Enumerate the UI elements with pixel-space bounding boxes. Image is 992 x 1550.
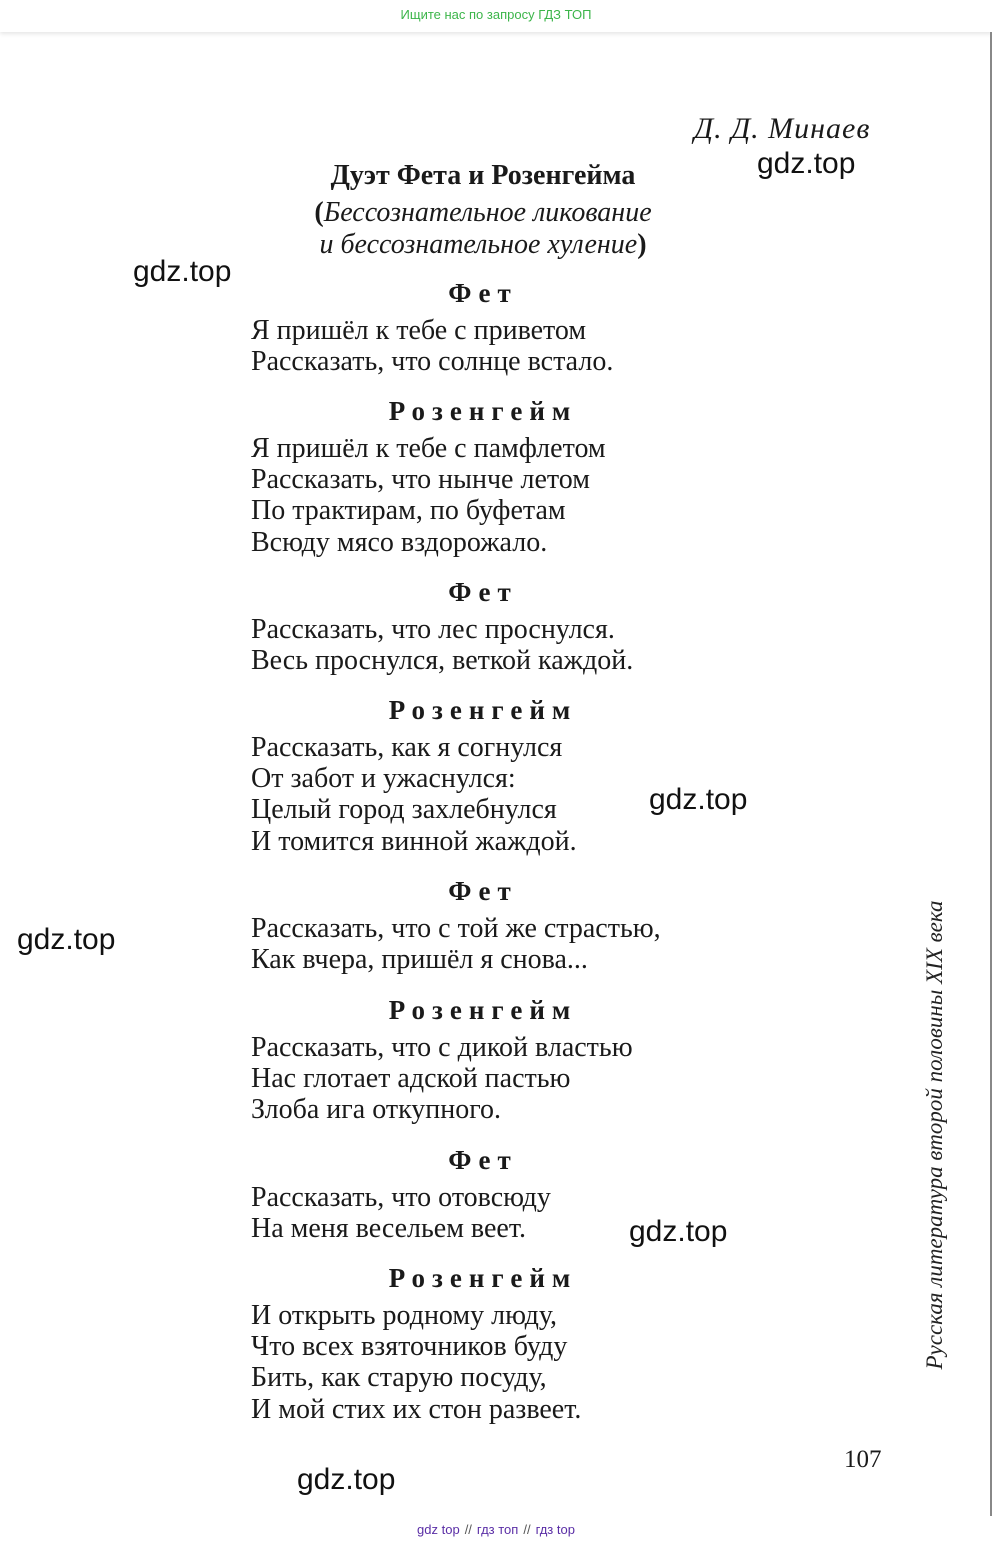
poem-subtitle bbox=[0, 197, 966, 261]
author-name: Д. Д. Минаев bbox=[694, 112, 871, 145]
verse-line: Я пришёл к тебе с памфлетом bbox=[251, 433, 606, 464]
stanza bbox=[251, 614, 633, 676]
verse-line: Весь проснулся, веткой каждой. bbox=[251, 645, 634, 677]
verse-line: Целый город захлебнулся bbox=[251, 794, 557, 826]
speaker-fet: Фет bbox=[448, 876, 518, 906]
speaker-fet: Фет bbox=[448, 577, 518, 607]
watermark: gdz.top bbox=[17, 923, 116, 956]
subtitle-line-2: и бессознательное хуление bbox=[319, 229, 638, 260]
verse-line: На меня весельем веет. bbox=[251, 1213, 526, 1245]
verse-line: И томится винной жаждой. bbox=[251, 825, 577, 857]
footer-separator: // bbox=[523, 1522, 531, 1537]
verse-line: Рассказать, что солнце встало. bbox=[251, 346, 614, 378]
verse-line: Я пришёл к тебе с приветом bbox=[251, 315, 587, 346]
verse-line: И мой стих их стон развеет. bbox=[251, 1393, 582, 1425]
subtitle-open-paren: ( bbox=[314, 197, 324, 228]
watermark: gdz.top bbox=[133, 255, 232, 288]
side-caption: Русская литература второй половины XIX века bbox=[922, 900, 947, 1370]
stanza bbox=[251, 913, 661, 975]
page-number: 107 bbox=[844, 1446, 882, 1473]
footer-link[interactable]: гдз top bbox=[535, 1522, 575, 1537]
watermark: gdz.top bbox=[297, 1463, 396, 1496]
watermark: gdz.top bbox=[629, 1215, 728, 1248]
stanza bbox=[251, 315, 613, 377]
verse-line: Рассказать, что отовсюду bbox=[251, 1182, 551, 1213]
footer-separator: // bbox=[464, 1522, 472, 1537]
verse-line: От забот и ужаснулся: bbox=[251, 763, 516, 795]
speaker-rosenheim: Розенгейм bbox=[388, 396, 578, 426]
speaker-rosenheim: Розенгейм bbox=[388, 695, 578, 725]
speaker-rosenheim: Розенгейм bbox=[388, 1263, 578, 1293]
verse-line: Рассказать, что с той же страстью, bbox=[251, 913, 661, 944]
speaker-fet: Фет bbox=[448, 1145, 518, 1175]
verse-line: Рассказать, что лес проснулся. bbox=[251, 614, 615, 645]
verse-line: Что всех взяточников буду bbox=[251, 1331, 568, 1363]
poem-title: Дуэт Фета и Розенгейма bbox=[330, 160, 636, 191]
verse-line: Всюду мясо вздорожало. bbox=[251, 526, 548, 558]
verse-line: Как вчера, пришёл я снова... bbox=[251, 944, 588, 976]
footer-link[interactable]: гдз топ bbox=[476, 1522, 519, 1537]
verse-line: Нас глотает адской пастью bbox=[251, 1063, 571, 1095]
subtitle-line-1: Бессознательное ликование bbox=[323, 197, 652, 228]
verse-line: И открыть родному люду, bbox=[251, 1300, 558, 1331]
verse-line: Рассказать, что с дикой властью bbox=[251, 1032, 633, 1063]
watermark: gdz.top bbox=[649, 783, 748, 816]
speaker-rosenheim: Розенгейм bbox=[388, 995, 578, 1025]
stanza bbox=[251, 732, 577, 857]
watermark: gdz.top bbox=[757, 147, 856, 180]
verse-line: Злоба ига откупного. bbox=[251, 1094, 502, 1126]
stanza bbox=[251, 1182, 551, 1244]
verse-line: По трактирам, по буфетам bbox=[251, 495, 566, 527]
verse-line: Рассказать, что нынче летом bbox=[251, 464, 590, 496]
speaker-fet: Фет bbox=[448, 278, 518, 308]
footer-link[interactable]: gdz top bbox=[417, 1522, 460, 1537]
verse-line: Рассказать, как я согнулся bbox=[251, 732, 563, 763]
stanza bbox=[251, 1032, 633, 1126]
footer-links bbox=[0, 1522, 992, 1537]
top-banner: Ищите нас по запросу ГДЗ ТОП bbox=[0, 0, 992, 32]
stanza bbox=[251, 433, 606, 558]
subtitle-close-paren: ) bbox=[637, 229, 647, 260]
stanza bbox=[251, 1300, 581, 1425]
verse-line: Бить, как старую посуду, bbox=[251, 1362, 547, 1394]
